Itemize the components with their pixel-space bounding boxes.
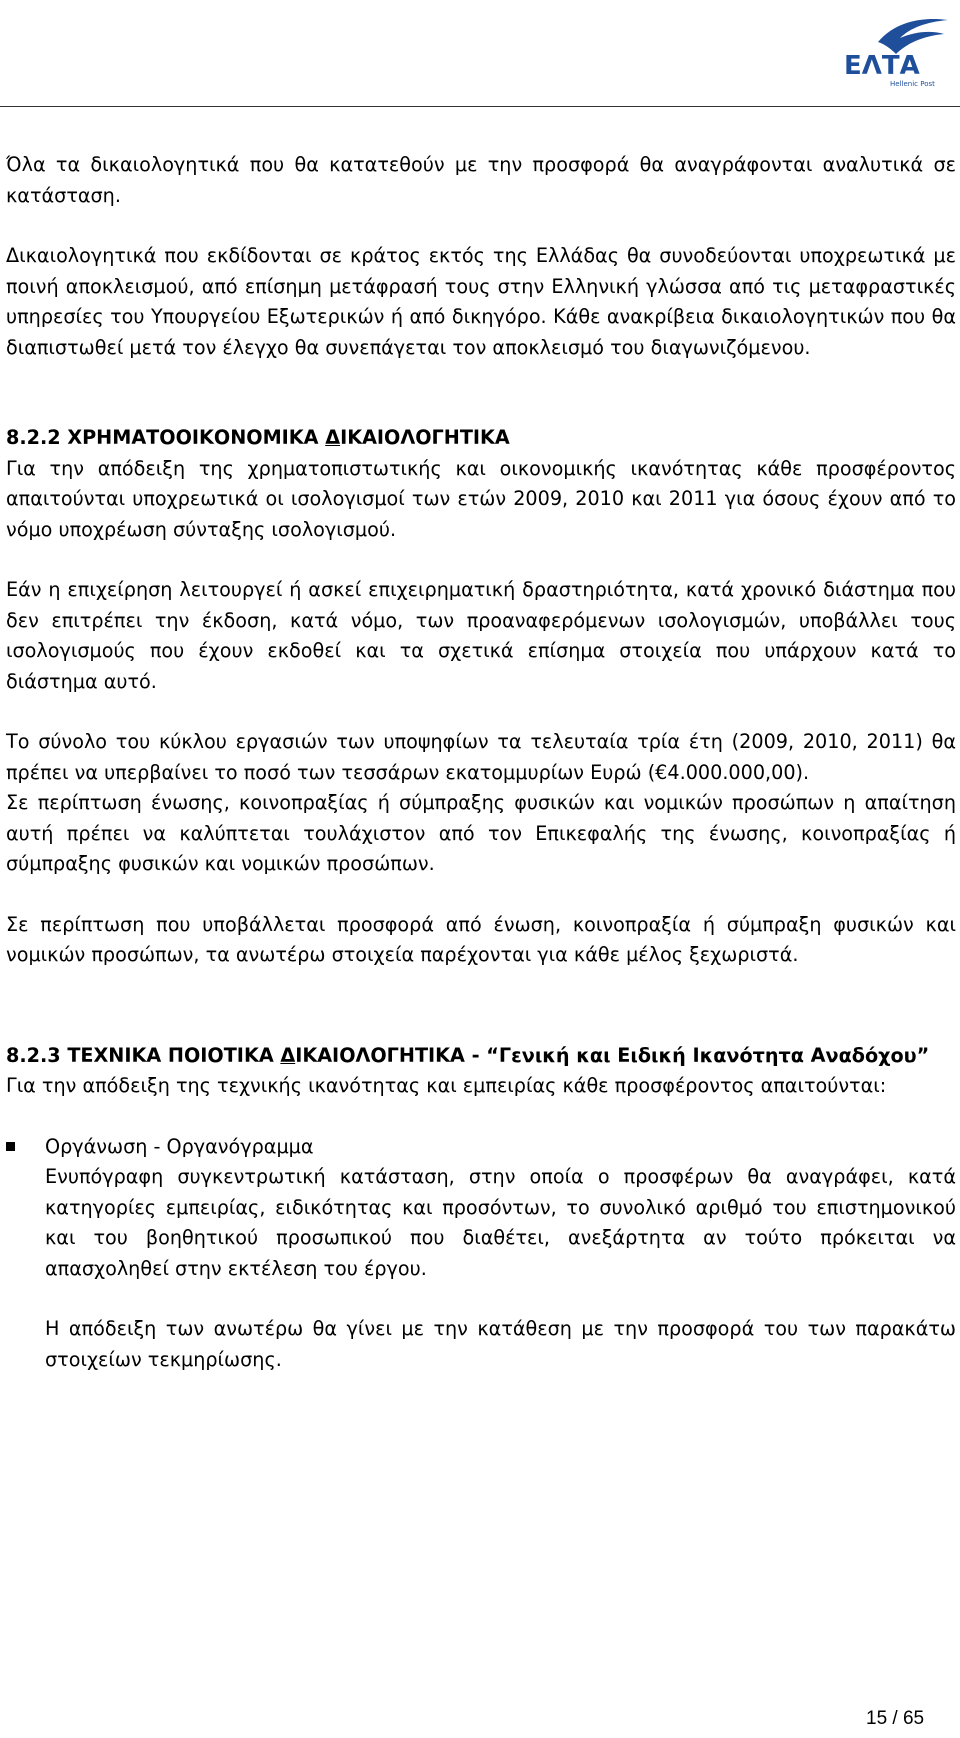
paragraph: Για την απόδειξη της χρηματοπιστωτικής και οικονομικής ικανότητας κάθε προσφέροντος απαιτούνται υποχρεωτικά οι ισολογισμοί των ετών 2009, 2010 και 2011 για όσους έχουν από το νόμο υποχρέωση σύνταξης ισολογισμού. (6, 456, 956, 541)
svg-text:ΕΛΤΑ: ΕΛΤΑ (844, 51, 920, 81)
svg-text:Hellenic Post: Hellenic Post (890, 80, 935, 88)
paragraph: Σε περίπτωση που υποβάλλεται προσφορά από ένωση, κοινοπραξία ή σύμπραξη φυσικών και νομικών προσώπων, τα ανωτέρω στοιχεία παρέχονται για κάθε μέλος ξεχωριστά. (6, 912, 956, 966)
paragraph: Το σύνολο του κύκλου εργασιών των υποψηφίων τα τελευταία τρία έτη (2009, 2010, 2011) θα πρέπει να υπερβαίνει το ποσό των τεσσάρων εκατομμυρίων Ευρώ (€4.000.000,00). (6, 730, 956, 784)
elta-logo (818, 14, 950, 94)
page-header (0, 0, 960, 107)
list-item (6, 1132, 956, 1376)
list-item-text: Η απόδειξη των ανωτέρω θα γίνει με την κατάθεση με την προσφορά του των παρακάτω στοιχείων τεκμηρίωσης. (45, 1317, 956, 1371)
list-item-text: Ενυπόγραφη συγκεντρωτική κατάσταση, στην οποία ο προσφέρων θα αναγράφει, κατά κατηγορίες εμπειρίας, ειδικότητας και προσόντων, το συνολικό αριθμό του επιστημονικού και του βοηθητικού προσωπικού που διαθέτει, ανεξάρτητα αν τούτο πρόκειται να απασχοληθεί στην εκτέλεση του έργου. (45, 1165, 956, 1280)
square-bullet-icon (6, 1142, 15, 1151)
paragraph: Δικαιολογητικά που εκδίδονται σε κράτος εκτός της Ελλάδας θα συνοδεύονται υποχρεωτικά με ποινή αποκλεισμού, από επίσημη μετάφρασή τους στην Ελληνική γλώσσα από τις μεταφραστικές υπηρεσίες του Υπουργείου Εξωτερικών ή από δικηγόρο. Κάθε ανακρίβεια δικαιολογητικών που θα διαπιστωθεί μετά τον έλεγχο θα συνεπάγεται τον αποκλεισμό του διαγωνιζόμενου. (6, 244, 956, 359)
page-number: 15 / 65 (866, 1708, 925, 1729)
paragraph: Σε περίπτωση ένωσης, κοινοπραξίας ή σύμπραξης φυσικών και νομικών προσώπων η απαίτηση αυτή πρέπει να καλύπτεται τουλάχιστον από τον Επικεφαλής της ένωσης, κοινοπραξίας ή σύμπραξης φυσικών και νομικών προσώπων. (6, 791, 956, 875)
paragraph: Για την απόδειξη της τεχνικής ικανότητας και εμπειρίας κάθε προσφέροντος απαιτούνται: (6, 1074, 887, 1097)
section-heading-8-2-3: 8.2.3 ΤΕΧΝΙΚΑ ΠΟΙΟΤΙΚΑ ΔΙΚΑΙΟΛΟΓΗΤΙΚΑ - “Γενική και Ειδική Ικανότητα Αναδόχου” (6, 1043, 930, 1067)
section-heading-8-2-2: 8.2.2 ΧΡΗΜΑΤΟΟΙΚΟΝΟΜΙΚΑ ΔΙΚΑΙΟΛΟΓΗΤΙΚΑ (6, 426, 510, 449)
document-body (6, 150, 956, 1375)
paragraph: Εάν η επιχείρηση λειτουργεί ή ασκεί επιχειρηματική δραστηριότητα, κατά χρονικό διάστημα που δεν επιτρέπει την έκδοση, κατά νόμο, των προαναφερόμενων ισολογισμών, υποβάλλει τους ισολογισμούς που έχουν εκδοθεί και τα σχετικά επίσημα στοιχεία που υπάρχουν κατά το διάστημα αυτό. (6, 578, 956, 693)
paragraph: Όλα τα δικαιολογητικά που θα κατατεθούν με την προσφορά θα αναγράφονται αναλυτικά σε κατάσταση. (6, 153, 956, 207)
list-item-title: Οργάνωση - Οργανόγραμμα (45, 1134, 314, 1158)
